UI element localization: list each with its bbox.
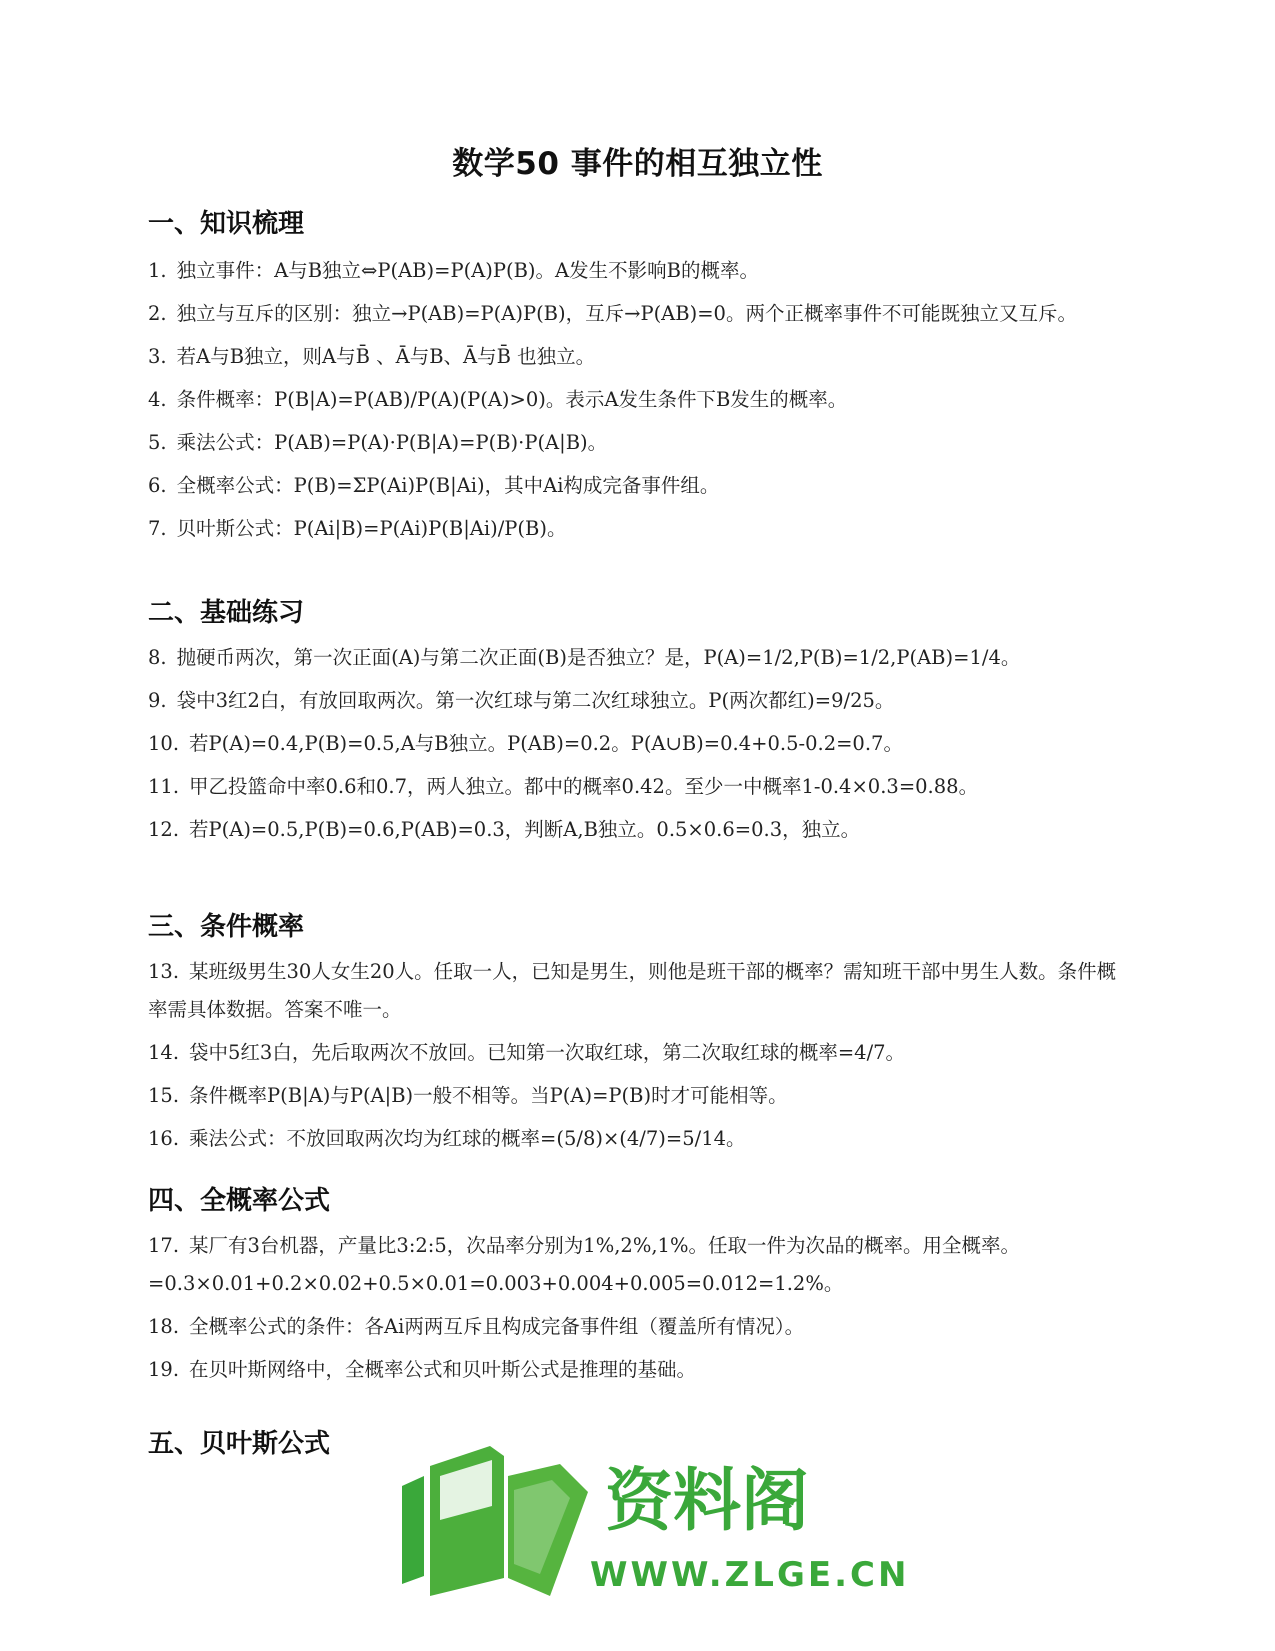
section-knowledge <box>148 206 1128 553</box>
list-item: 2. 独立与互斥的区别：独立→P(AB)=P(A)P(B)，互斥→P(AB)=0。两个正概率事件不可能既独立又互斥。 <box>148 302 1077 325</box>
list-item: 19. 在贝叶斯网络中，全概率公式和贝叶斯公式是推理的基础。 <box>148 1358 697 1381</box>
list-item: 6. 全概率公式：P(B)=ΣP(Ai)P(B|Ai)，其中Ai构成完备事件组。 <box>148 474 720 497</box>
list-item: 5. 乘法公式：P(AB)=P(A)·P(B|A)=P(B)·P(A|B)。 <box>148 431 608 454</box>
list-item: 17. 某厂有3台机器，产量比3:2:5，次品率分别为1%,2%,1%。任取一件为次品的概率。用全概率。=0.3×0.01+0.2×0.02+0.5×0.01=0.003+0.004+0.005=0.012=1.2%。 <box>148 1234 1020 1295</box>
book-logo-icon <box>400 1446 910 1596</box>
section-heading: 二、基础练习 <box>148 598 305 628</box>
list-item: 7. 贝叶斯公式：P(Ai|B)=P(Ai)P(B|Ai)/P(B)。 <box>148 517 567 540</box>
list-item: 1. 独立事件：A与B独立⇔P(AB)=P(A)P(B)。A发生不影响B的概率。 <box>148 259 759 282</box>
section-heading: 四、全概率公式 <box>148 1186 331 1216</box>
list-item: 18. 全概率公式的条件：各Ai两两互斥且构成完备事件组（覆盖所有情况）。 <box>148 1315 805 1338</box>
list-item: 15. 条件概率P(B|A)与P(A|B)一般不相等。当P(A)=P(B)时才可能相等。 <box>148 1084 788 1107</box>
list-item: 14. 袋中5红3白，先后取两次不放回。已知第一次取红球，第二次取红球的概率=4/7。 <box>148 1041 906 1064</box>
watermark-name: 资料阁 <box>605 1462 810 1541</box>
section-basic-practice <box>148 595 1128 854</box>
section-heading: 五、贝叶斯公式 <box>148 1429 331 1459</box>
page-title: 数学50 事件的相互独立性 <box>452 146 823 182</box>
watermark-url: WWW.ZLGE.CN <box>590 1555 910 1595</box>
section-conditional-probability <box>148 909 1128 1163</box>
list-item: 9. 袋中3红2白，有放回取两次。第一次红球与第二次红球独立。P(两次都红)=9/25。 <box>148 689 895 712</box>
list-item: 11. 甲乙投篮命中率0.6和0.7，两人独立。都中的概率0.42。至少一中概率1-0.4×0.3=0.88。 <box>148 775 979 798</box>
list-item: 8. 抛硬币两次，第一次正面(A)与第二次正面(B)是否独立？是，P(A)=1/2,P(B)=1/2,P(AB)=1/4。 <box>148 646 1021 669</box>
list-item: 10. 若P(A)=0.4,P(B)=0.5,A与B独立。P(AB)=0.2。P(A∪B)=0.4+0.5-0.2=0.7。 <box>148 732 903 755</box>
list-item: 16. 乘法公式：不放回取两次均为红球的概率=(5/8)×(4/7)=5/14。 <box>148 1127 746 1150</box>
section-heading: 三、条件概率 <box>148 912 305 942</box>
list-item: 13. 某班级男生30人女生20人。任取一人，已知是男生，则他是班干部的概率？需知班干部中男生人数。条件概率需具体数据。答案不唯一。 <box>148 960 1117 1021</box>
list-item: 3. 若A与B独立，则A与B̄ 、Ā与B、Ā与B̄ 也独立。 <box>148 345 596 368</box>
section-total-probability <box>148 1183 1128 1394</box>
section-heading: 一、知识梳理 <box>148 209 305 239</box>
list-item: 4. 条件概率：P(B|A)=P(AB)/P(A)(P(A)>0)。表示A发生条件下B发生的概率。 <box>148 388 848 411</box>
list-item: 12. 若P(A)=0.5,P(B)=0.6,P(AB)=0.3，判断A,B独立。0.5×0.6=0.3，独立。 <box>148 818 861 841</box>
zlge-watermark-logo <box>400 1446 910 1596</box>
